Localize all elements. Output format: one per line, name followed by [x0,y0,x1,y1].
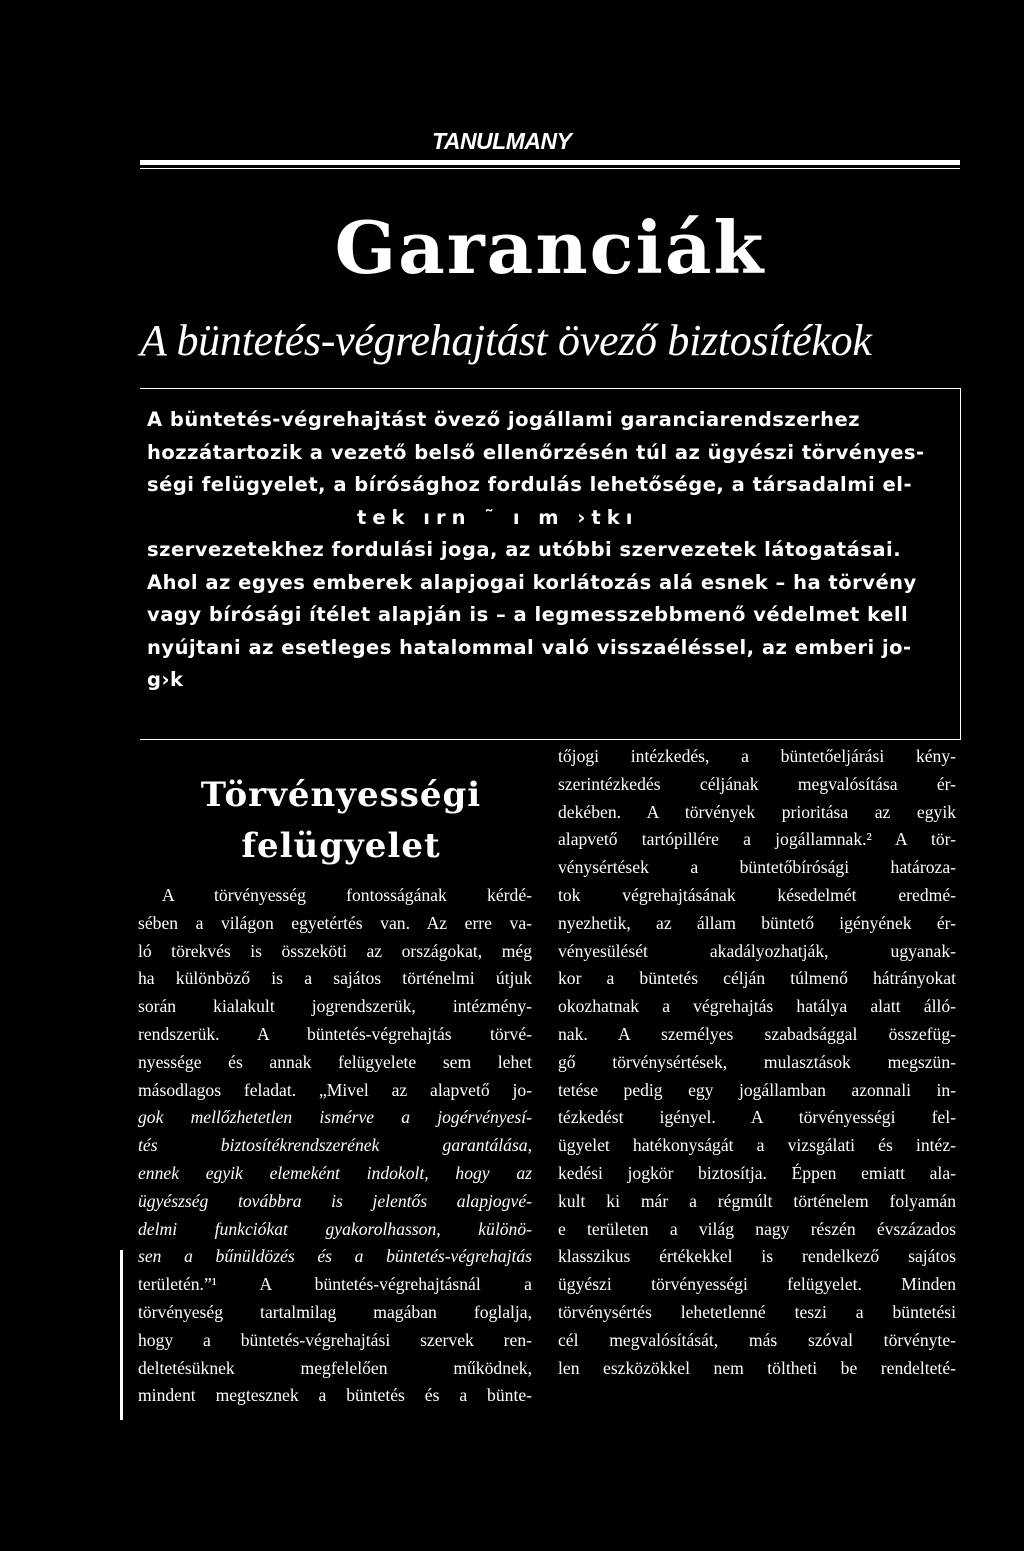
body-line: tok végrehajtásának késedelmét eredmé- [558,884,956,905]
heading-line: felügyelet [241,826,441,866]
body-line: nyessége és annak felügyelete sem lehet [138,1051,532,1072]
body-line: szerintézkedés céljának megvalósítása ér- [558,773,956,794]
lead-line: g›k [147,668,184,691]
body-line: nak. A személyes szabadsággal összefüg- [558,1023,956,1044]
body-line: kor a büntetés célján túlmenő hátrányokat [558,968,956,989]
lead-line: hozzátartozik a vezető belső ellenőrzésén túl az ügyészi törvényes- [147,440,925,464]
body-line: mindent megtesznek a büntetés és a bünte- [138,1385,532,1406]
body-line: törvényeség tartalmilag magában foglalja, [138,1301,532,1322]
body-line: rendszerük. A büntetés-végrehajtás törvé- [138,1023,532,1044]
margin-bar [120,1250,123,1420]
body-line: során kialakult jogrendszerük, intézmény- [138,996,532,1017]
body-line: ennek egyik elemeként indokolt, hogy az [138,1162,532,1183]
article-title: Garanciák [334,205,766,290]
body-line: tés biztosítékrendszerének garantálása, [138,1135,532,1156]
body-line: len eszközökkel nem töltheti be rendelteté- [558,1357,956,1378]
body-line: gok mellőzhetetlen ismérve a jogérvényesí- [138,1107,532,1128]
lead-line: ségi felügyelet, a bírósághoz fordulás lehetősége, a társadalmi el- [147,473,913,496]
body-line: kult ki már a régmúlt történelem folyamán [558,1190,956,1211]
lead-line: tek ırn ˜ ı m ›tkı [357,505,639,529]
lead-line: A büntetés-végrehajtást övező jogállami garanciarendszerhez [147,408,861,431]
heading-line: Törvényességi [200,775,482,815]
body-line: klasszikus értékekkel is rendelkező sajátos [558,1246,956,1267]
body-line: ügyelet hatékonyságát a vizsgálati és intéz- [558,1135,956,1156]
body-line: hogy a büntetés-végrehajtási szervek ren- [138,1329,532,1350]
body-line: ló törekvés is összeköti az országokat, még [138,940,532,961]
body-line: dekében. A törvények prioritása az egyik [558,801,956,822]
body-line: sen a bűnüldözés és a büntetés-végrehajtás [138,1246,532,1267]
body-line: e területen a világ nagy részén évszázados [558,1218,956,1239]
body-line: gő törvénysértések, mulasztások megszün- [558,1051,956,1072]
right-column [558,743,956,1382]
lead-line: nyújtani az esetleges hatalommal való visszaéléssel, az emberi jo- [147,635,912,659]
section-label: TANULMANY [432,128,572,154]
article-subtitle: A büntetés-végrehajtást övező biztosítékok [140,316,872,365]
body-line: tetése pedig egy jogállamban azonnali in- [558,1079,956,1100]
body-line: A törvényesség fontosságának kérdé- [162,885,532,905]
body-line: területén.”¹ A büntetés-végrehajtásnál a [138,1274,532,1295]
body-line: ügyészség továbbra is jelentős alapjogvé- [138,1190,532,1211]
body-line: okozhatnak a végrehajtás hatálya alatt álló- [558,996,956,1017]
body-line: sében a világon egyetértés van. Az erre va- [138,912,532,933]
left-column [138,770,532,1410]
body-line: tézkedést igényel. A törvényességi fel- [558,1107,956,1128]
body-line: cél megvalósítását, más szóval törvényte- [558,1329,956,1350]
lead-text [147,404,955,697]
body-line: alapvető tartópillére a jogállamnak.² A tör- [558,829,956,850]
body-line: deltetésüknek megfelelően működnek, [138,1357,532,1378]
body-line: vénysértések a büntetőbírósági határoza- [558,857,956,878]
body-line: ha különböző is a sajátos történelmi útjuk [138,968,532,989]
lead-line: vagy bírósági ítélet alapján is – a legmesszebbmenő védelmet kell [147,603,909,626]
header-rule-thick [140,160,960,165]
section-heading [150,770,532,872]
body-line: törvénysértés lehetetlenné teszi a büntetési [558,1301,956,1322]
lead-line: Ahol az egyes emberek alapjogai korlátozás alá esnek – ha törvény [147,570,917,594]
body-line: tőjogi intézkedés, a büntetőeljárási kény- [558,746,956,766]
body-line: ügyészi törvényességi felügyelet. Minden [558,1274,956,1295]
lead-line: szervezetekhez fordulási joga, az utóbbi szervezetek látogatásai. [147,538,902,561]
left-body [138,882,532,1410]
body-line: nyezhetik, az állam büntető igényének ér- [558,912,956,933]
header-rule-thin [140,168,960,169]
body-line: vényesülését akadályozhatják, ugyanak- [558,940,956,961]
body-line: kedési jogkör biztosítja. Éppen emiatt ala- [558,1162,956,1183]
body-line: másodlagos feladat. „Mivel az alapvető jo- [138,1079,532,1100]
body-line: delmi funkciókat gyakorolhasson, különö- [138,1218,532,1239]
